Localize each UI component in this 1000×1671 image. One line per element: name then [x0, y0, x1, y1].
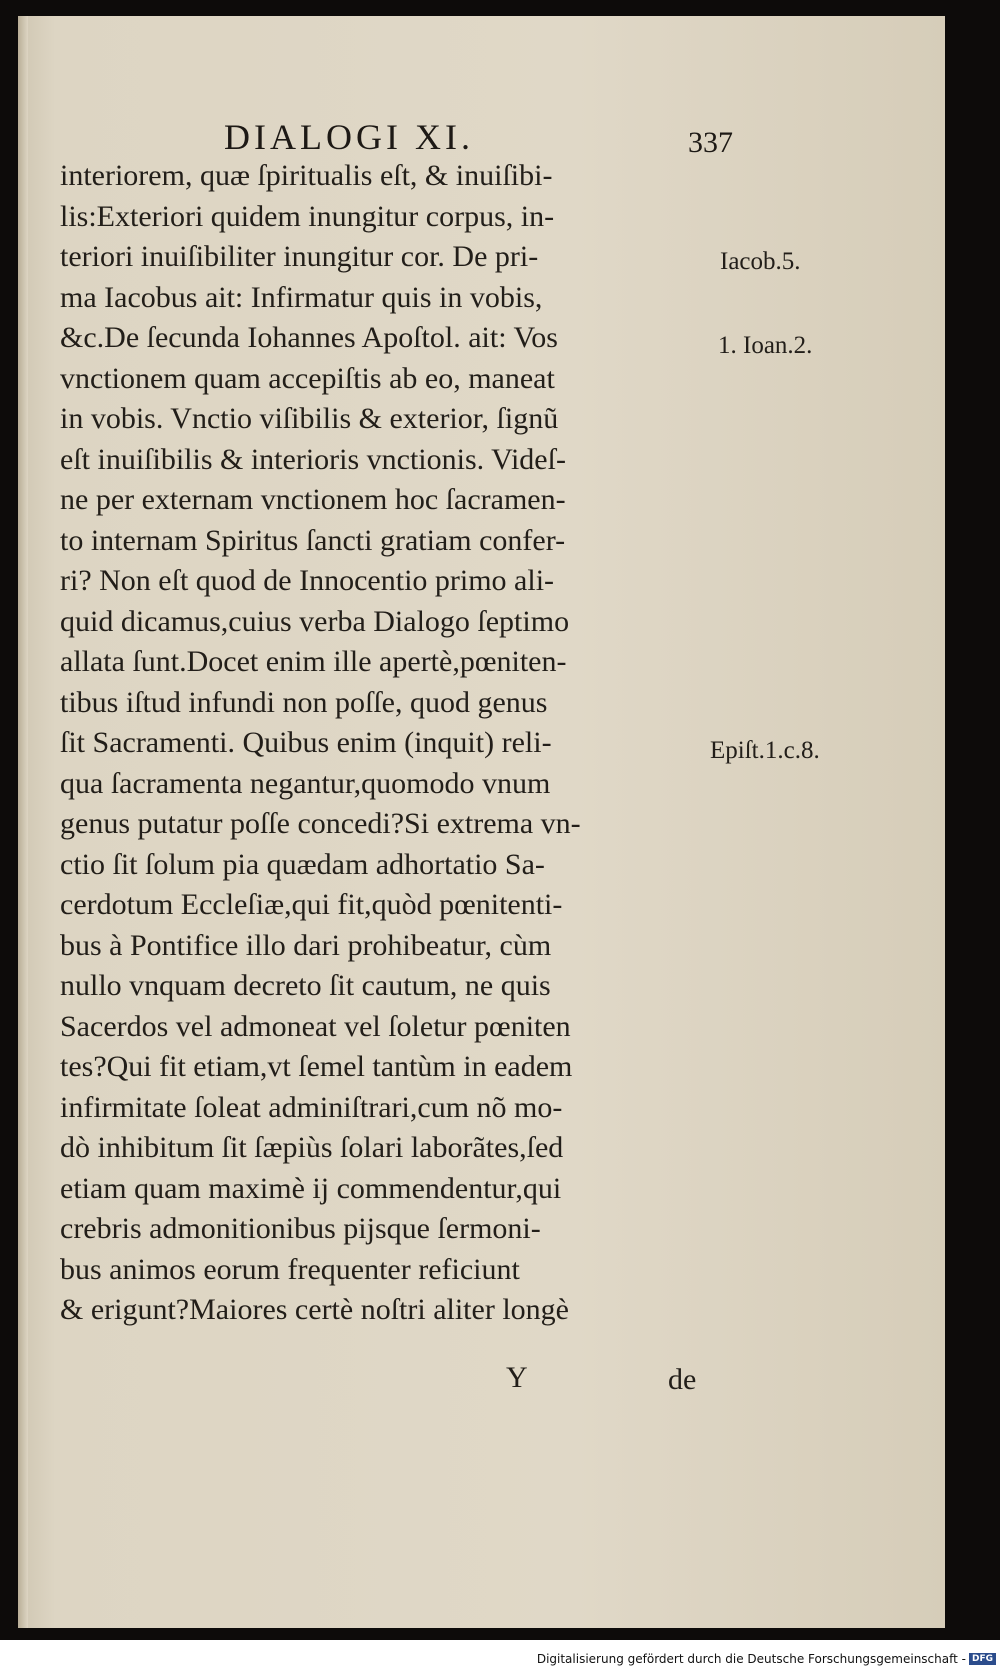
text-line: to internam Spiritus ſancti gratiam confer-	[60, 523, 566, 557]
dfg-logo: DFG	[969, 1653, 996, 1665]
text-line: & erigunt?Maiores certè noſtri aliter longè	[60, 1293, 569, 1326]
text-line: allata ſunt.Docet enim ille apertè,pœniten-	[60, 645, 567, 678]
text-line: bus animos eorum frequenter reficiunt	[60, 1252, 520, 1286]
text-line: ne per externam vnctionem hoc ſacramen-	[60, 483, 566, 516]
text-line: teriori inuiſibiliter inungitur cor. De pri-	[60, 240, 539, 273]
digitization-credit	[537, 1652, 996, 1666]
text-line: genus putatur poſſe concedi?Si extrema vn-	[60, 807, 581, 840]
text-line: tibus iſtud infundi non poſſe, quod genus	[60, 685, 548, 719]
text-line: nullo vnquam decreto ſit cautum, ne quis	[60, 969, 551, 1002]
text-line: ſit Sacramenti. Quibus enim (inquit) reli-	[60, 726, 552, 759]
text-line: dò inhibitum ſit ſæpiùs ſolari laborãtes,ſed	[60, 1131, 564, 1164]
text-line: ri? Non eſt quod de Innocentio primo ali-	[60, 564, 555, 597]
margin-note-iacob: Iacob.5.	[720, 248, 801, 275]
text-line: in vobis. Vnctio viſibilis & exterior, ſignũ	[60, 402, 559, 435]
text-line: interiorem, quæ ſpiritualis eſt, & inuiſibi-	[60, 159, 553, 192]
text-line: eſt inuiſibilis & interioris vnctionis. Videſ-	[60, 442, 566, 476]
text-line: vnctionem quam accepiſtis ab eo, maneat	[60, 361, 555, 395]
text-line: ctio ſit ſolum pia quædam adhortatio Sa-	[60, 847, 545, 881]
margin-note-epist: Epiſt.1.c.8.	[710, 737, 820, 764]
running-head: DIALOGI XI.	[224, 117, 474, 157]
text-line: etiam quam maximè ij commendentur,qui	[60, 1171, 562, 1205]
signature-mark: Y	[506, 1361, 528, 1394]
margin-note-ioan: 1. Ioan.2.	[718, 332, 813, 359]
body-text	[60, 156, 720, 1331]
catchword-row	[18, 1361, 945, 1401]
text-line: infirmitate ſoleat adminiſtrari,cum nõ mo-	[60, 1090, 563, 1124]
text-line: quid dicamus,cuius verba Dialogo ſeptimo	[60, 604, 570, 638]
text-line: &c.De ſecunda Iohannes Apoſtol. ait: Vos	[60, 321, 558, 354]
text-line: qua ſacramenta negantur,quomodo vnum	[60, 766, 551, 800]
catchword: de	[668, 1363, 697, 1396]
book-page	[18, 16, 945, 1628]
text-line: tes?Qui fit etiam,vt ſemel tantùm in eadem	[60, 1050, 573, 1083]
text-line: Sacerdos vel admoneat vel ſoletur pœniten	[60, 1009, 571, 1043]
text-line: crebris admonitionibus pijsque ſermoni-	[60, 1212, 541, 1245]
page-number: 337	[688, 126, 733, 159]
credit-text: Digitalisierung gefördert durch die Deutsche Forschungsgemeinschaft -	[536, 1652, 966, 1666]
text-line: ma Iacobus ait: Infirmatur quis in vobis,	[60, 280, 543, 314]
text-line: lis:Exteriori quidem inungitur corpus, in-	[60, 199, 555, 233]
text-line: bus à Pontifice illo dari prohibeatur, cùm	[60, 928, 552, 962]
text-line: cerdotum Eccleſiæ,qui fit,quòd pœnitenti-	[60, 888, 563, 921]
